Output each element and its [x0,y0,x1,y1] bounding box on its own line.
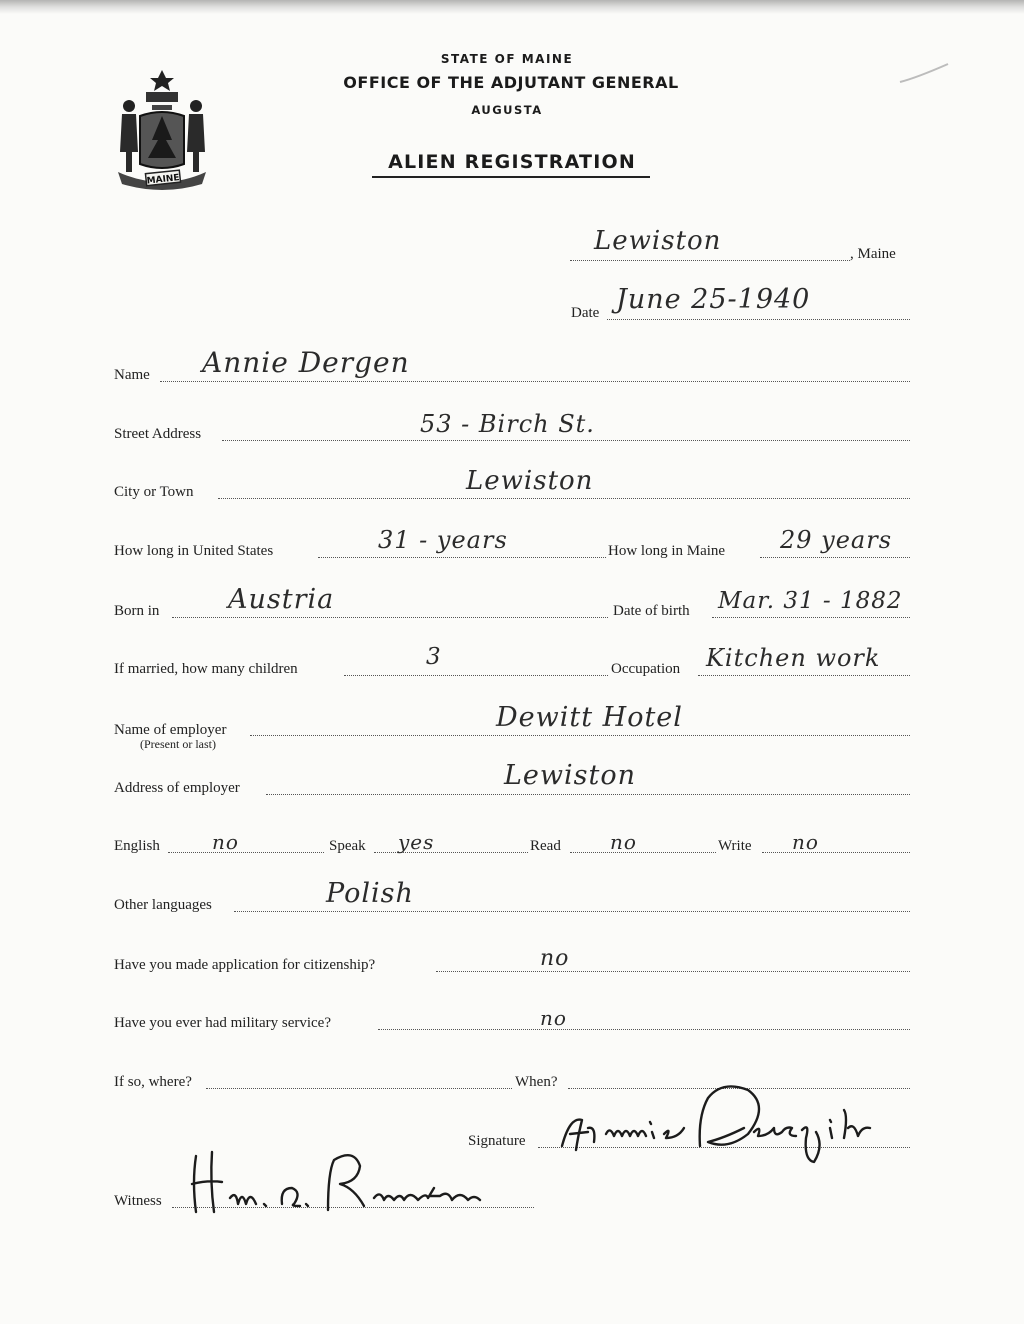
location-dots [570,260,850,261]
date-value: June 25-1940 [616,284,811,315]
speak-value: yes [398,830,435,854]
write-label: Write [718,838,752,854]
dob-dots [712,617,910,618]
military-dots [378,1029,910,1030]
maine-duration-dots [760,557,910,558]
military-label: Have you ever had military service? [114,1015,331,1031]
employer-value: Dewitt Hotel [496,702,683,733]
us-duration-label: How long in United States [114,543,274,559]
witness-label: Witness [114,1193,162,1209]
write-value: no [792,830,819,854]
children-label: If married, how many children [114,661,298,677]
english-dots [168,852,324,853]
military-value: no [540,1006,567,1030]
service-where-label: If so, where? [114,1074,192,1090]
english-value: no [212,830,239,854]
us-duration-value: 31 - years [378,526,508,554]
seal-text: MAINE [146,173,181,187]
title-underline [372,176,650,178]
scan-top-edge [0,0,1024,14]
speak-label: Speak [329,838,366,854]
header-city: AUGUSTA [471,103,543,117]
birthplace-value: Austria [228,584,335,615]
street-label: Street Address [114,426,202,442]
english-label: English [114,838,160,854]
write-dots [762,852,910,853]
applicant-signature [548,1076,918,1168]
citizenship-label: Have you made application for citizenship? [114,957,376,973]
employer-address-value: Lewiston [504,760,637,791]
location-value: Lewiston [594,226,722,256]
birthplace-dots [172,617,608,618]
read-label: Read [530,838,561,854]
employer-sublabel: (Present or last) [140,737,216,751]
read-value: no [610,830,637,854]
occupation-label: Occupation [611,661,681,677]
children-dots [344,675,608,676]
service-when-label: When? [515,1074,558,1090]
employer-address-dots [266,794,910,795]
other-languages-label: Other languages [114,897,212,913]
name-value: Annie Dergen [202,346,410,379]
citizenship-dots [436,971,910,972]
check-mark-icon [896,60,956,90]
employer-dots [250,735,910,736]
occupation-dots [698,675,910,676]
street-dots [222,440,910,441]
read-dots [570,852,716,853]
city-value: Lewiston [466,466,594,496]
birthplace-label: Born in [114,603,160,619]
employer-address-label: Address of employer [114,780,240,796]
location-suffix: , Maine [850,246,896,262]
employer-label: Name of employer [114,722,227,738]
dob-label: Date of birth [613,603,690,619]
maine-duration-label: How long in Maine [608,543,726,559]
other-languages-value: Polish [326,878,414,909]
date-label: Date [571,305,600,321]
header-state: STATE OF MAINE [440,52,574,66]
date-dots [607,319,910,320]
header-office: OFFICE OF THE ADJUTANT GENERAL [343,73,679,92]
us-duration-dots [318,557,606,558]
city-dots [218,498,910,499]
form-title: ALIEN REGISTRATION [388,151,636,173]
occupation-value: Kitchen work [706,644,881,672]
dob-value: Mar. 31 - 1882 [718,588,903,614]
citizenship-value: no [540,946,570,971]
street-value: 53 - Birch St. [420,410,595,438]
name-dots [160,381,910,382]
signature-label: Signature [468,1133,526,1149]
witness-signature [178,1142,508,1222]
children-value: 3 [426,644,442,670]
other-languages-dots [234,911,910,912]
city-label: City or Town [114,484,194,500]
name-label: Name [114,367,150,383]
maine-duration-value: 29 years [780,526,893,554]
service-where-dots [206,1088,512,1089]
